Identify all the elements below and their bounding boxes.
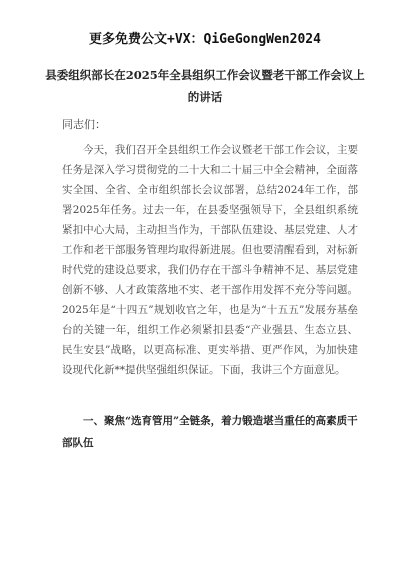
- salutation: 同志们：: [62, 118, 106, 131]
- section-heading-1: 一、聚焦“选育管用”全链条，着力锻造堪当重任的高素质干部队伍: [62, 415, 358, 449]
- body-paragraph: 今天，我们召开全县组织工作会议暨老干部工作会议，主要任务是深入学习贯彻党的二十大和二十届三中全会精神，全面落实全国、全省、全市组织部长会议部署，总结2024年工作，部署2025年任务。过去一年，在县委坚强领导下，全县组织系统紧扣中心大局，主动担当作为，干部队伍建设、基层党建、人才工作和老干部服务管理均取得新进展。但也要清醒看到，对标新时代党的建设总要求，我们仍存在干部斗争精神不足、基层党建创新不够、人才政策落地不实、老干部作用发挥不充分等问题。2025年是“十四五”规划收官之年，也是为“十五五”发展夯基垒台的关键一年，组织工作必须紧扣县委“产业强县、生态立县、民生安县”战略，以更高标准、更实举措、更严作风，为加快建设现代化新**提供坚强组织保证。下面，我讲三个方面意见。: [62, 144, 358, 376]
- document-title: 县委组织部长在2025年全县组织工作会议暨老干部工作会议上的讲话: [45, 68, 365, 104]
- promo-header-banner: 更多免费公文+VX：QiGeGongWen2024: [89, 32, 321, 47]
